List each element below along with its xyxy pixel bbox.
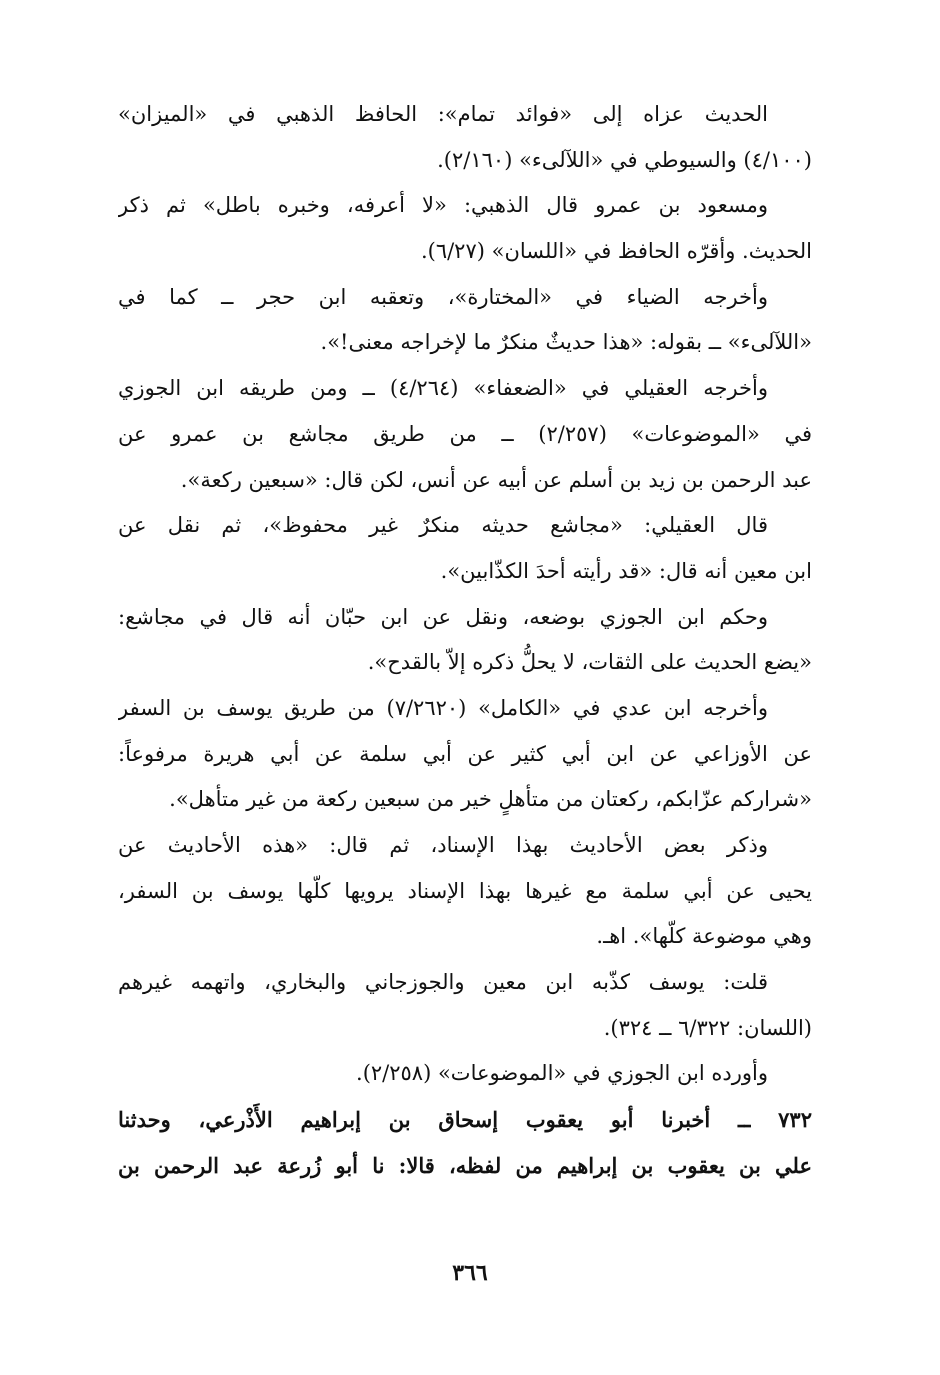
text-line: «اللآلىء» ــ بقوله: «هذا حديثٌ منكرٌ ما لإخراجه معنى!».	[320, 330, 812, 355]
text-line: وأخرجه ابن عدي في «الكامل» (٧/٢٦٢٠) من طريق يوسف بن السفر	[118, 695, 768, 720]
text-line: وأخرجه الضياء في «المختارة»، وتعقبه ابن حجر ــ كما في	[118, 284, 768, 309]
text-line: عبد الرحمن بن زيد بن أسلم عن أبيه عن أنس، لكن قال: «سبعين ركعة».	[180, 467, 812, 492]
text-line: ابن معين أنه قال: «قد رأيته أحدَ الكذّابين».	[440, 558, 812, 583]
body-text	[118, 92, 812, 1189]
text-line: «يضع الحديث على الثقات، لا يحلُّ ذكره إلاّ بالقدح».	[367, 650, 812, 675]
text-line: الحديث عزاه إلى «فوائد تمام»: الحافظ الذهبي في «الميزان»	[118, 102, 768, 126]
text-line: (٤/١٠٠) والسيوطي في «اللآلىء» (٢/١٦٠).	[437, 147, 812, 172]
text-line: يحيى عن أبي سلمة مع غيرها بهذا الإسناد يرويها كلّها يوسف بن السفر،	[118, 878, 812, 903]
text-line: ومسعود بن عمرو قال الذهبي: «لا أعرفه، وخبره باطل» ثم ذكر	[118, 193, 768, 218]
page-number: ٣٦٦	[452, 1260, 488, 1286]
text-line: (اللسان: ٦/٣٢٢ ــ ٣٢٤).	[603, 1015, 812, 1040]
text-line: وحكم ابن الجوزي بوضعه، ونقل عن ابن حبّان أنه قال في مجاشع:	[118, 604, 768, 629]
text-line: وأخرجه العقيلي في «الضعفاء» (٤/٢٦٤) ــ ومن طريقه ابن الجوزي	[118, 376, 768, 401]
text-line: وذكر بعض الأحاديث بهذا الإسناد، ثم قال: «هذه الأحاديث عن	[118, 833, 768, 857]
text-line: في «الموضوعات» (٢/٢٥٧) ــ من طريق مجاشع بن عمرو عن	[118, 421, 812, 446]
text-line: الحديث. وأقرّه الحافظ في «اللسان» (٦/٢٧).	[420, 239, 812, 264]
text-line: قلت: يوسف كذّبه ابن معين والجوزجاني والبخاري، واتهمه غيرهم	[118, 970, 768, 995]
text-line: عن الأوزاعي عن ابن أبي كثير عن أبي سلمة عن أبي هريرة مرفوعاً:	[118, 741, 812, 766]
text-line: علي بن يعقوب بن إبراهيم من لفظه، قالا: نا أبو زُرعة عبد الرحمن بن	[118, 1152, 812, 1178]
text-line: ٧٣٢ ــ أخبرنا أبو يعقوب إسحاق بن إبراهيم الأَذْرعي، وحدثنا	[118, 1107, 812, 1133]
text-line: وأورده ابن الجوزي في «الموضوعات» (٢/٢٥٨).	[356, 1061, 768, 1086]
text-line: وهي موضوعة كلّها». اهـ.	[596, 924, 812, 949]
text-line: «شراركم عزّابكم، ركعتان من متأهلٍ خير من سبعين ركعة من غير متأهل».	[169, 787, 812, 812]
text-line: قال العقيلي: «مجاشع حديثه منكرٌ غير محفوظ»، ثم نقل عن	[118, 513, 768, 538]
